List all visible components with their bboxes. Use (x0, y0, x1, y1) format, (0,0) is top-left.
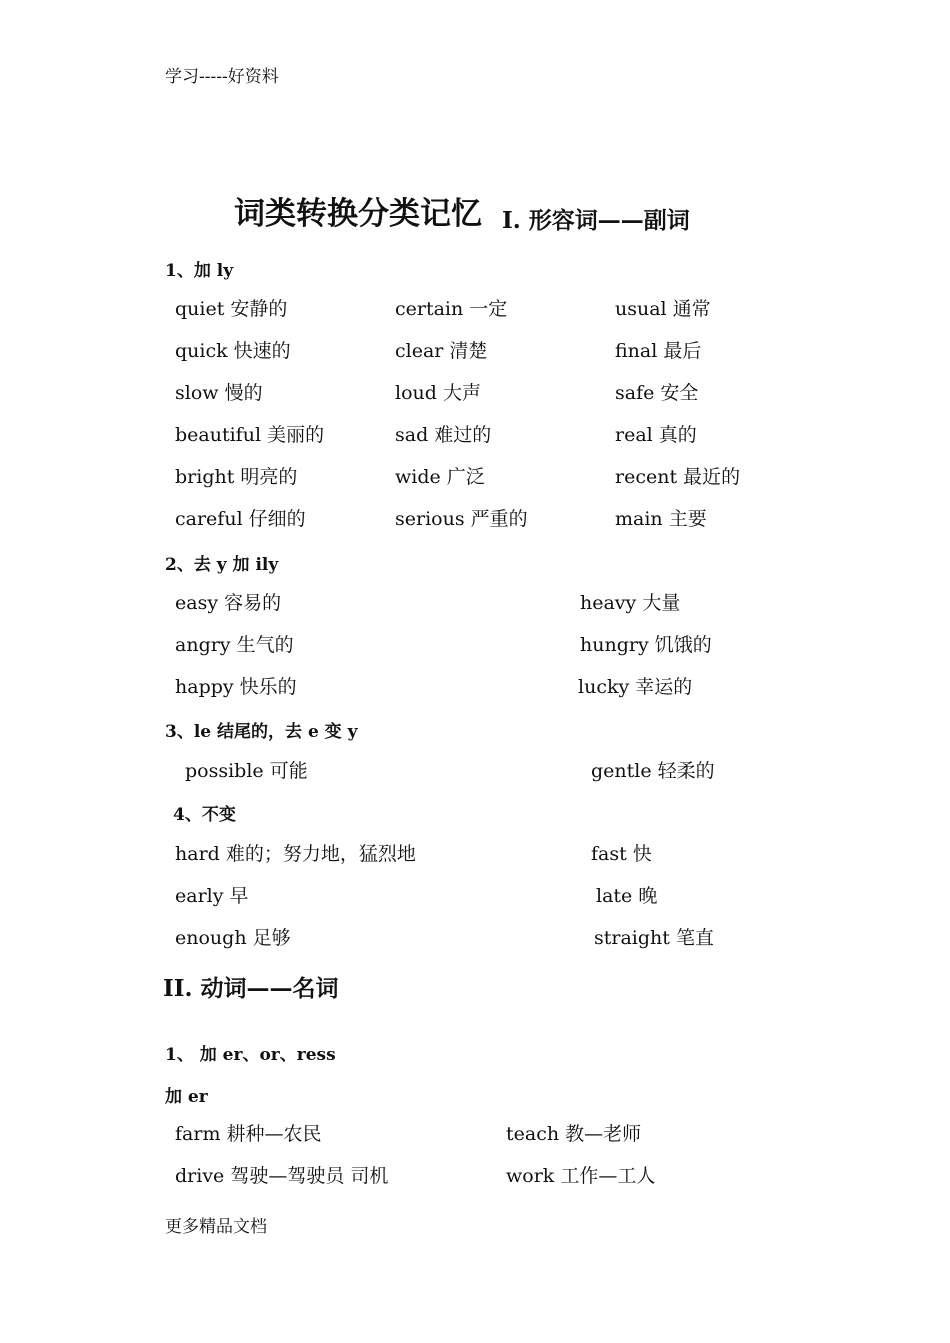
word-item: late 晚 (596, 885, 658, 907)
word-item: slow 慢的 (175, 382, 263, 404)
word-item: fast 快 (591, 843, 652, 865)
word-item: wide 广泛 (395, 466, 485, 488)
section-title-adj-adv: I. 形容词——副词 (502, 207, 690, 234)
word-item: beautiful 美丽的 (175, 424, 325, 446)
word-item: drive 驾驶—驾驶员 司机 (175, 1165, 389, 1187)
section-heading-add-ly: 1、加 ly (165, 261, 234, 281)
word-item: heavy 大量 (580, 592, 681, 614)
word-item: easy 容易的 (175, 592, 282, 614)
word-item: hungry 饥饿的 (580, 634, 712, 656)
word-item: serious 严重的 (395, 508, 528, 530)
word-item: quiet 安静的 (175, 298, 288, 320)
word-item: usual 通常 (615, 298, 711, 320)
word-item: work 工作—工人 (506, 1165, 656, 1187)
word-item: bright 明亮的 (175, 466, 298, 488)
word-item: sad 难过的 (395, 424, 492, 446)
section-heading-le-ending: 3、le 结尾的，去 e 变 y (165, 722, 358, 742)
word-item: final 最后 (615, 340, 702, 362)
section-heading-er-or-ress: 1、 加 er、or、ress (165, 1045, 336, 1065)
word-item: careful 仔细的 (175, 508, 306, 530)
word-item: safe 安全 (615, 382, 699, 404)
document-title: 词类转换分类记忆 (234, 196, 482, 232)
word-item: main 主要 (615, 508, 707, 530)
word-item: teach 教—老师 (506, 1123, 642, 1145)
word-item: loud 大声 (395, 382, 481, 404)
word-item: farm 耕种—农民 (175, 1123, 322, 1145)
page-header: 学习-----好资料 (165, 67, 279, 87)
word-item: angry 生气的 (175, 634, 294, 656)
word-item: happy 快乐的 (175, 676, 297, 698)
word-item: real 真的 (615, 424, 697, 446)
section-heading-unchanged: 4、不变 (173, 805, 236, 825)
word-item: quick 快速的 (175, 340, 291, 362)
word-item: recent 最近的 (615, 466, 741, 488)
word-item: hard 难的；努力地，猛烈地 (175, 843, 416, 865)
word-item: enough 足够 (175, 927, 291, 949)
word-item: clear 清楚 (395, 340, 488, 362)
word-item: lucky 幸运的 (578, 676, 693, 698)
page-footer: 更多精品文档 (165, 1217, 267, 1237)
section-title-verb-noun: II. 动词——名词 (163, 975, 339, 1002)
section-heading-y-to-ily: 2、去 y 加 ily (165, 555, 279, 575)
word-item: straight 笔直 (594, 927, 714, 949)
word-item: early 早 (175, 885, 249, 907)
word-item: possible 可能 (185, 760, 308, 782)
word-item: gentle 轻柔的 (591, 760, 715, 782)
word-item: certain 一定 (395, 298, 508, 320)
subsection-heading-add-er: 加 er (165, 1087, 208, 1107)
